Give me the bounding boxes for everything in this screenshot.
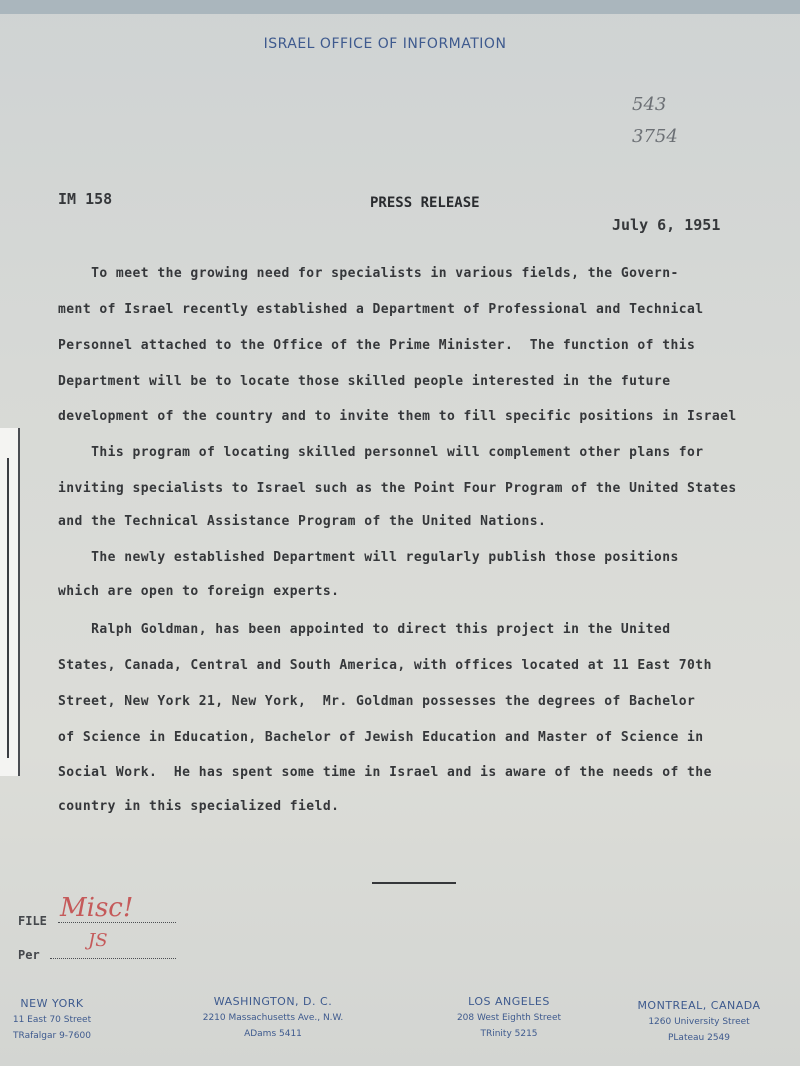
office-city: MONTREAL, CANADA — [637, 999, 761, 1012]
release-date: July 6, 1951 — [612, 216, 721, 234]
per-handwriting: JS — [88, 930, 108, 951]
attached-slip — [0, 428, 20, 776]
office-address: 11 East 70 Street — [12, 1015, 92, 1025]
body-line: development of the country and to invite them to fill specific positions in Israel — [58, 409, 737, 424]
body-line: Social Work. He has spent some time in Israel and is aware of the needs of the — [58, 765, 712, 780]
office-city: NEW YORK — [20, 997, 84, 1010]
body-line: which are open to foreign experts. — [58, 584, 340, 599]
office-montreal — [622, 998, 776, 1046]
per-line — [50, 958, 176, 959]
body-line: Ralph Goldman, has been appointed to direct this project in the United — [58, 622, 671, 637]
letterhead-title: ISRAEL OFFICE OF INFORMATION — [263, 36, 507, 52]
office-phone: PLateau 2549 — [667, 1033, 730, 1043]
slip-rule — [7, 458, 9, 758]
release-title: PRESS RELEASE — [370, 195, 480, 211]
office-city: LOS ANGELES — [468, 995, 550, 1008]
body-line: Department will be to locate those skilled people interested in the future — [58, 374, 671, 389]
office-washington — [178, 994, 368, 1042]
per-label: Per — [18, 948, 40, 962]
end-rule — [372, 882, 456, 884]
body-line: inviting specialists to Israel such as the Point Four Program of the United States — [58, 481, 737, 496]
office-phone: ADams 5411 — [244, 1029, 302, 1039]
office-new-york — [0, 996, 104, 1044]
office-address: 1260 University Street — [648, 1017, 750, 1027]
body-line: ment of Israel recently established a Department of Professional and Technical — [58, 302, 704, 317]
office-address: 2210 Massachusetts Ave., N.W. — [202, 1013, 344, 1023]
body-line: and the Technical Assistance Program of the United Nations. — [58, 514, 547, 529]
office-phone: TRinity 5215 — [480, 1029, 538, 1039]
office-phone: TRafalgar 9-7600 — [13, 1031, 91, 1041]
paper-top-edge — [0, 0, 800, 14]
handwritten-number-2: 3754 — [632, 126, 678, 147]
office-los-angeles — [424, 994, 594, 1042]
body-line: Personnel attached to the Office of the Prime Minister. The function of this — [58, 338, 696, 353]
office-address: 208 West Eighth Street — [456, 1013, 562, 1023]
body-line: States, Canada, Central and South America, with offices located at 11 East 70th — [58, 658, 712, 673]
body-line: This program of locating skilled personnel will complement other plans for — [58, 445, 704, 460]
body-line: country in this specialized field. — [58, 799, 340, 814]
file-label: FILE — [18, 914, 47, 928]
handwritten-number-1: 543 — [632, 94, 667, 115]
body-line: Street, New York 21, New York, Mr. Goldman possesses the degrees of Bachelor — [58, 694, 696, 709]
file-handwriting: Misc! — [60, 893, 134, 923]
body-line: To meet the growing need for specialists in various fields, the Govern- — [58, 266, 679, 281]
body-line: of Science in Education, Bachelor of Jewish Education and Master of Science in — [58, 730, 704, 745]
body-line: The newly established Department will regularly publish those positions — [58, 550, 679, 565]
release-reference: IM 158 — [58, 190, 113, 208]
office-city: WASHINGTON, D. C. — [213, 995, 333, 1008]
